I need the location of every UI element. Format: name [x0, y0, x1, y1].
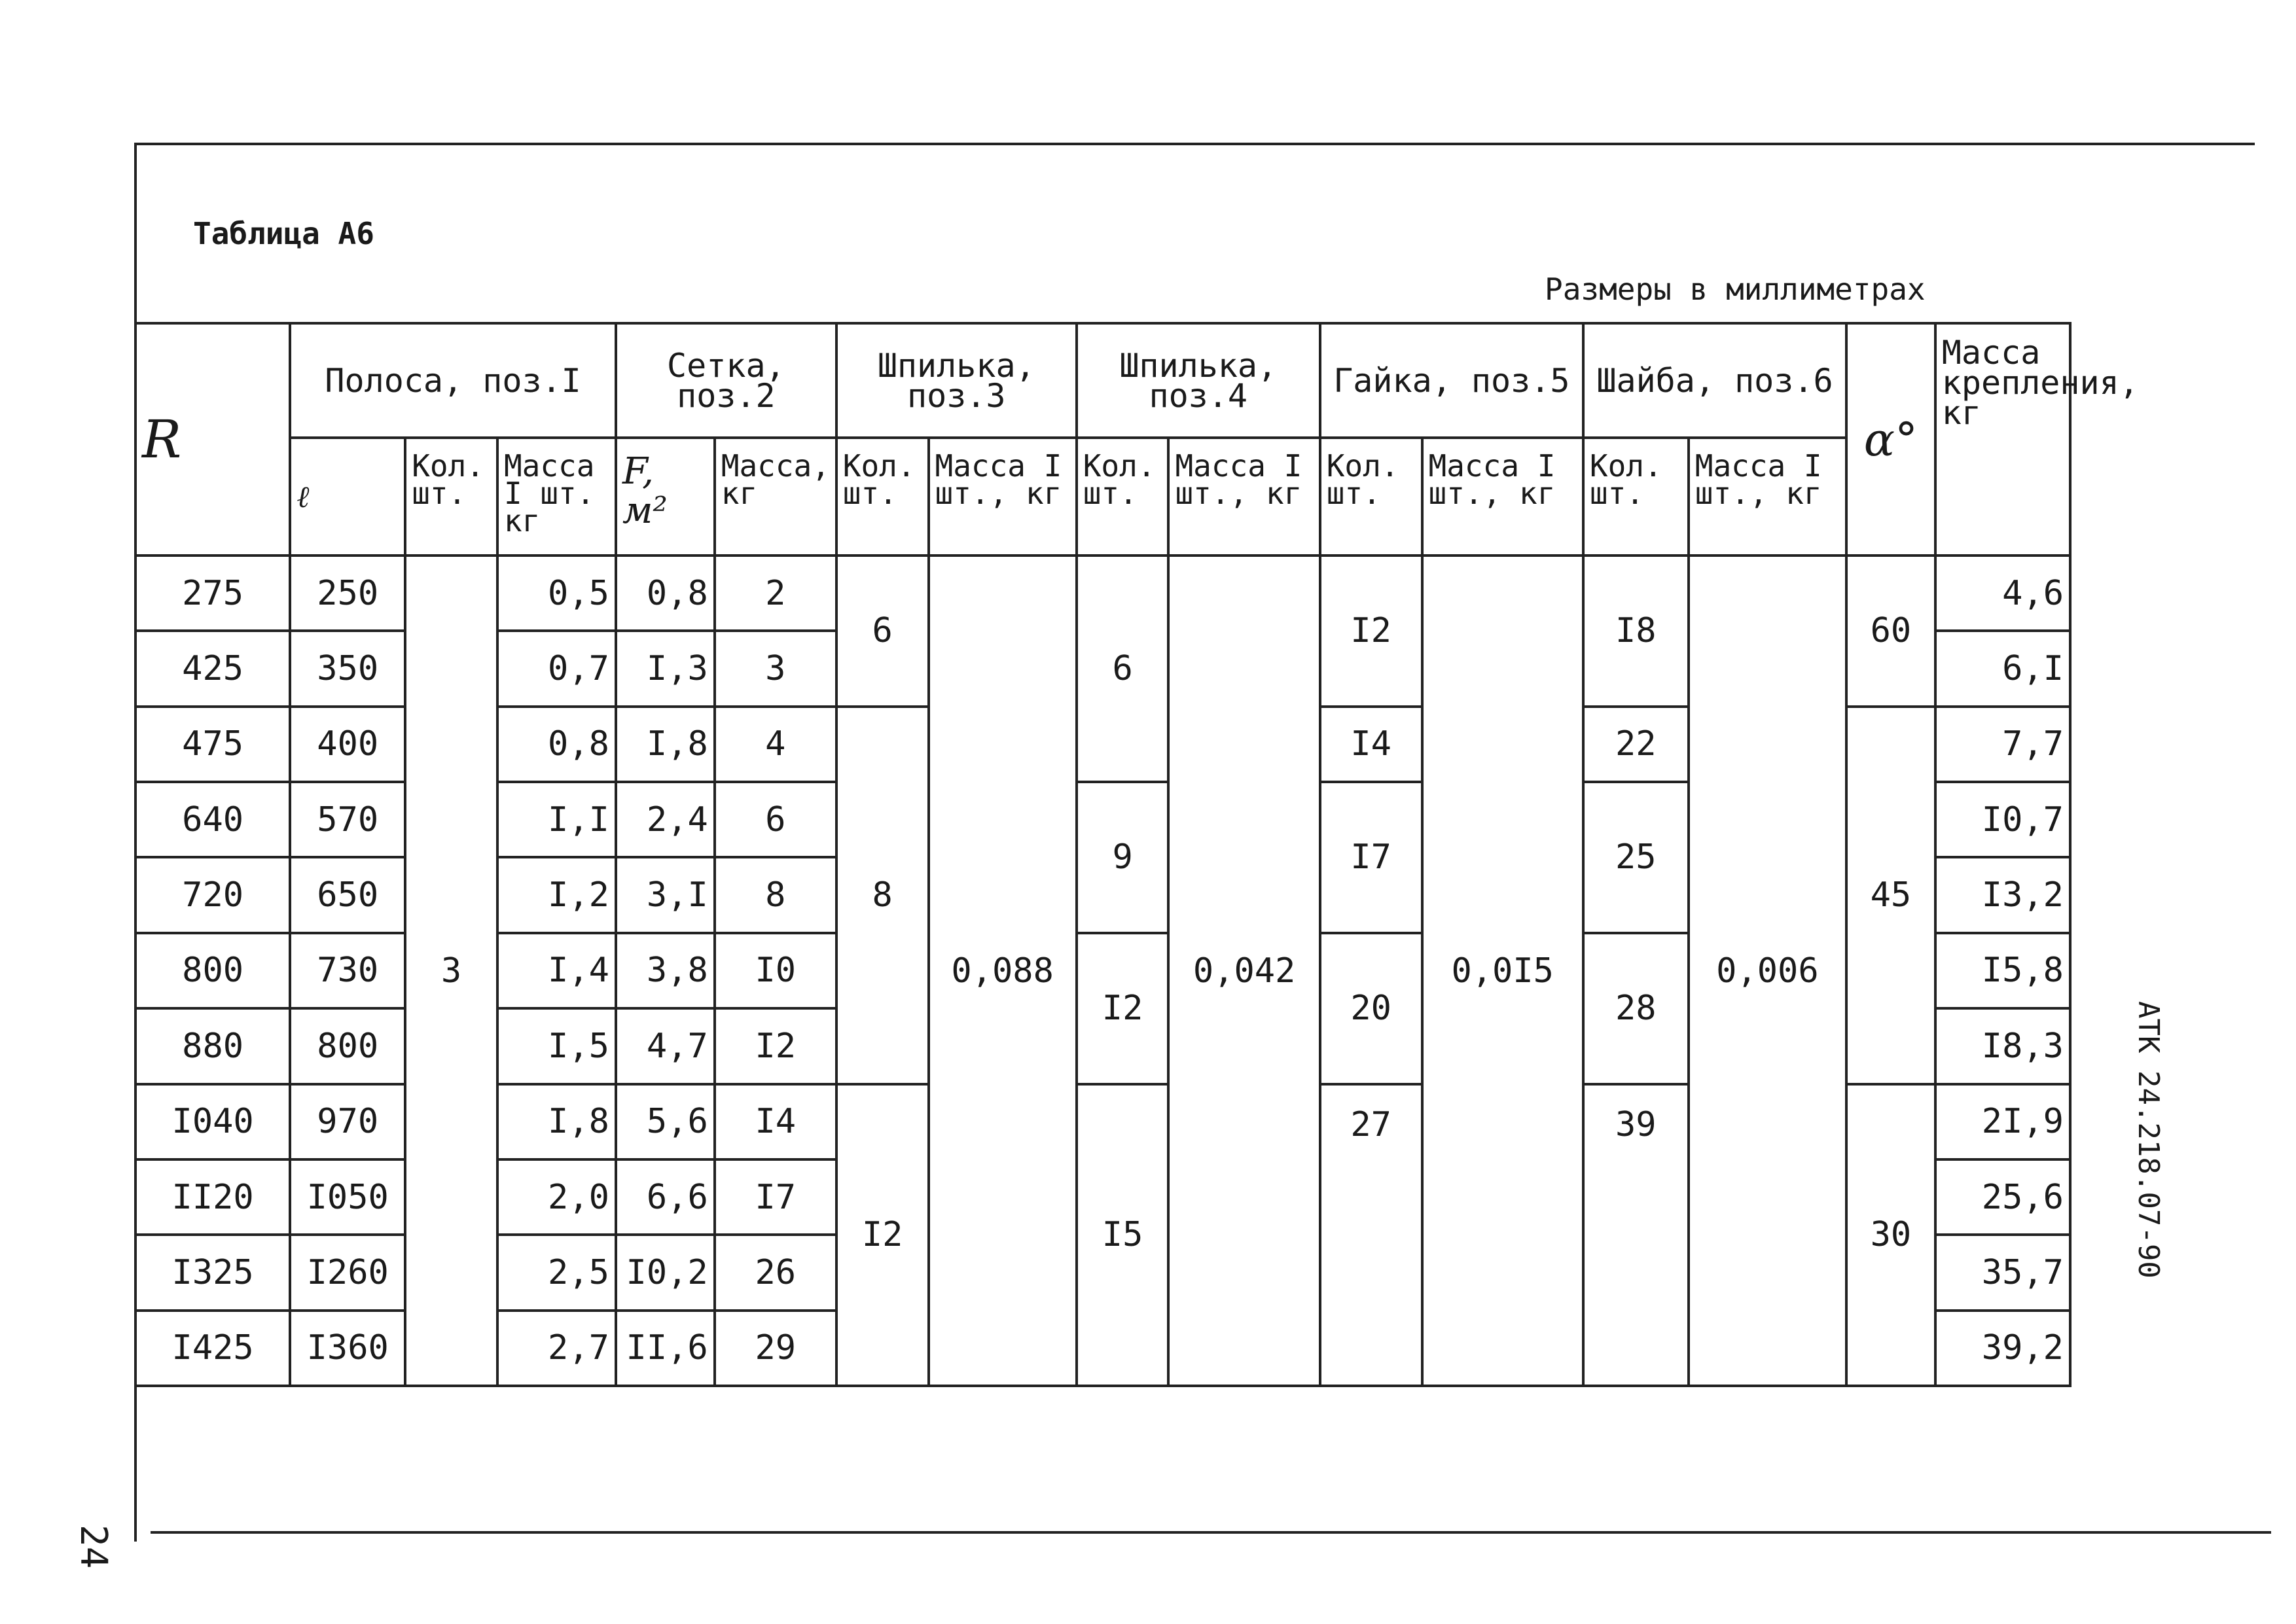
- table-caption: Таблица А6: [193, 216, 374, 251]
- cell-l: 800: [290, 1008, 405, 1084]
- header-r: R: [135, 323, 290, 556]
- cell-shaiba-kol: 25: [1583, 782, 1689, 933]
- cell-polosa-massa: 2,7: [497, 1311, 616, 1386]
- cell-shaiba-massa: 0,006: [1689, 556, 1846, 1386]
- cell-setka-massa: I0: [715, 933, 836, 1008]
- cell-massa-krepleniya: 6,I: [1935, 631, 2070, 706]
- page-number: 24: [72, 1525, 115, 1569]
- cell-f: 4,7: [616, 1008, 715, 1084]
- cell-polosa-kol: 3: [405, 556, 497, 1386]
- header-kol-1: Кол. шт.: [405, 438, 497, 556]
- cell-massa-krepleniya: 7,7: [1935, 707, 2070, 782]
- header-kol-5: Кол. шт.: [1320, 438, 1422, 556]
- cell-polosa-massa: I,8: [497, 1084, 616, 1159]
- cell-f: I0,2: [616, 1235, 715, 1310]
- cell-f: 2,4: [616, 782, 715, 857]
- cell-sh3-massa: 0,088: [929, 556, 1077, 1386]
- header-kol-4: Кол. шт.: [1077, 438, 1169, 556]
- cell-alpha: 45: [1846, 707, 1935, 1084]
- header-gaika: Гайка, поз.5: [1320, 323, 1583, 438]
- cell-r: I325: [135, 1235, 290, 1310]
- cell-polosa-massa: 0,5: [497, 556, 616, 631]
- cell-setka-massa: 4: [715, 707, 836, 782]
- cell-r: 425: [135, 631, 290, 706]
- cell-r: 475: [135, 707, 290, 782]
- cell-l: 650: [290, 857, 405, 932]
- cell-massa-krepleniya: 39,2: [1935, 1311, 2070, 1386]
- header-massa-krepleniya: Масса крепления, кг: [1935, 323, 2070, 556]
- cell-sh3-kol: 8: [836, 707, 929, 1084]
- cell-polosa-massa: 2,5: [497, 1235, 616, 1310]
- header-massa-setka: Масса, кг: [715, 438, 836, 556]
- cell-polosa-massa: 0,7: [497, 631, 616, 706]
- cell-setka-massa: 29: [715, 1311, 836, 1386]
- cell-setka-massa: I2: [715, 1008, 836, 1084]
- cell-f: 5,6: [616, 1084, 715, 1159]
- cell-r: 720: [135, 857, 290, 932]
- cell-sh4-kol: 6: [1077, 556, 1169, 782]
- cell-setka-massa: 3: [715, 631, 836, 706]
- cell-f: 3,8: [616, 933, 715, 1008]
- cell-r: I040: [135, 1084, 290, 1159]
- cell-f: 3,I: [616, 857, 715, 932]
- table-row: [135, 556, 2070, 631]
- cell-gaika-massa: 0,0I5: [1422, 556, 1583, 1386]
- cell-massa-krepleniya: I0,7: [1935, 782, 2070, 857]
- cell-f: I,8: [616, 707, 715, 782]
- cell-polosa-massa: I,2: [497, 857, 616, 932]
- cell-l: 350: [290, 631, 405, 706]
- units-note: Размеры в миллиметрах: [1545, 272, 1926, 307]
- header-massa-1: Масса I шт. кг: [497, 438, 616, 556]
- cell-polosa-massa: I,4: [497, 933, 616, 1008]
- cell-massa-krepleniya: 2I,9: [1935, 1084, 2070, 1159]
- cell-massa-krepleniya: 25,6: [1935, 1159, 2070, 1235]
- frame-top-line: [134, 143, 2255, 145]
- cell-massa-krepleniya: 35,7: [1935, 1235, 2070, 1310]
- cell-sh4-massa: 0,042: [1168, 556, 1319, 1386]
- cell-l: 970: [290, 1084, 405, 1159]
- header-setka: Сетка, поз.2: [616, 323, 836, 438]
- header-kol-6: Кол. шт.: [1583, 438, 1689, 556]
- cell-f: II,6: [616, 1311, 715, 1386]
- cell-polosa-massa: I,5: [497, 1008, 616, 1084]
- cell-r: 275: [135, 556, 290, 631]
- cell-alpha: 60: [1846, 556, 1935, 707]
- header-shaiba: Шайба, поз.6: [1583, 323, 1846, 438]
- cell-setka-massa: I4: [715, 1084, 836, 1159]
- cell-massa-krepleniya: I5,8: [1935, 933, 2070, 1008]
- cell-setka-massa: 2: [715, 556, 836, 631]
- cell-gaika-kol: I2: [1320, 556, 1422, 707]
- cell-sh3-kol: I2: [836, 1084, 929, 1386]
- cell-setka-massa: 6: [715, 782, 836, 857]
- header-massa-5: Масса I шт., кг: [1422, 438, 1583, 556]
- cell-sh4-kol: I2: [1077, 933, 1169, 1084]
- document-code: АТК 24.218.07-90: [2132, 1001, 2165, 1279]
- cell-l: 250: [290, 556, 405, 631]
- cell-sh3-kol: 6: [836, 556, 929, 707]
- cell-setka-massa: I7: [715, 1159, 836, 1235]
- cell-shaiba-kol: 22: [1583, 707, 1689, 782]
- cell-f: 6,6: [616, 1159, 715, 1235]
- cell-massa-krepleniya: 4,6: [1935, 556, 2070, 631]
- header-shpilka-3: Шпилька, поз.3: [836, 323, 1077, 438]
- cell-setka-massa: 26: [715, 1235, 836, 1310]
- cell-gaika-kol: 27: [1320, 1084, 1422, 1386]
- header-kol-3: Кол. шт.: [836, 438, 929, 556]
- cell-sh4-kol: I5: [1077, 1084, 1169, 1386]
- header-shpilka-4: Шпилька, поз.4: [1077, 323, 1320, 438]
- cell-l: 400: [290, 707, 405, 782]
- cell-f: 0,8: [616, 556, 715, 631]
- cell-l: I050: [290, 1159, 405, 1235]
- cell-r: 640: [135, 782, 290, 857]
- cell-r: II20: [135, 1159, 290, 1235]
- cell-polosa-massa: 0,8: [497, 707, 616, 782]
- cell-sh4-kol: 9: [1077, 782, 1169, 933]
- cell-massa-krepleniya: I8,3: [1935, 1008, 2070, 1084]
- cell-r: 800: [135, 933, 290, 1008]
- cell-l: 730: [290, 933, 405, 1008]
- header-l: ℓ: [290, 438, 405, 556]
- cell-r: I425: [135, 1311, 290, 1386]
- header-polosa: Полоса, поз.I: [290, 323, 616, 438]
- cell-setka-massa: 8: [715, 857, 836, 932]
- header-massa-3: Масса I шт., кг: [929, 438, 1077, 556]
- header-massa-6: Масса I шт., кг: [1689, 438, 1846, 556]
- header-alpha: α°: [1846, 323, 1935, 556]
- header-massa-4: Масса I шт., кг: [1168, 438, 1319, 556]
- cell-gaika-kol: I7: [1320, 782, 1422, 933]
- cell-massa-krepleniya: I3,2: [1935, 857, 2070, 932]
- cell-alpha: 30: [1846, 1084, 1935, 1386]
- frame-bottom-line: [151, 1531, 2271, 1534]
- cell-gaika-kol: 20: [1320, 933, 1422, 1084]
- cell-shaiba-kol: I8: [1583, 556, 1689, 707]
- cell-l: 570: [290, 782, 405, 857]
- cell-l: I260: [290, 1235, 405, 1310]
- cell-gaika-kol: I4: [1320, 707, 1422, 782]
- cell-polosa-massa: I,I: [497, 782, 616, 857]
- cell-l: I360: [290, 1311, 405, 1386]
- cell-polosa-massa: 2,0: [497, 1159, 616, 1235]
- cell-r: 880: [135, 1008, 290, 1084]
- header-f: F, м²: [616, 438, 715, 556]
- fastening-table: [134, 322, 2139, 1387]
- cell-shaiba-kol: 39: [1583, 1084, 1689, 1386]
- cell-shaiba-kol: 28: [1583, 933, 1689, 1084]
- cell-f: I,3: [616, 631, 715, 706]
